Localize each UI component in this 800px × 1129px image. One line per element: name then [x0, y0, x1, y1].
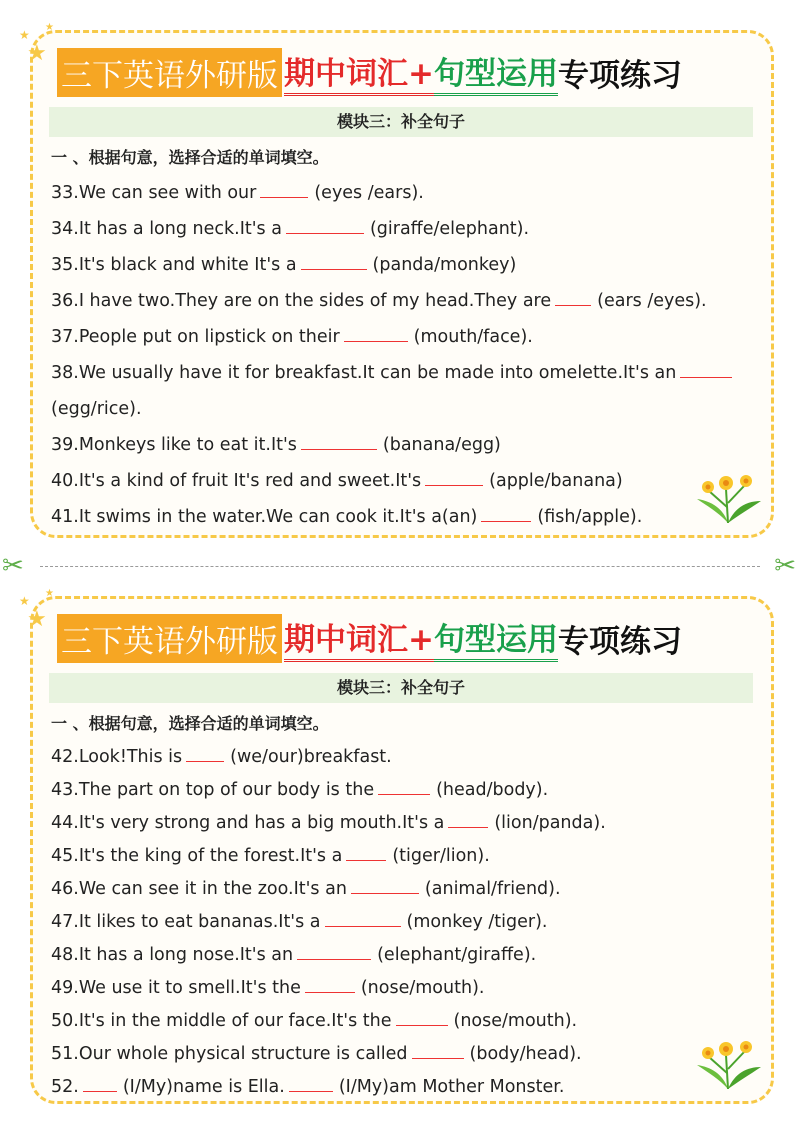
answer-blank[interactable]: [83, 1090, 117, 1092]
question-text: 51.Our whole physical structure is called: [51, 1044, 408, 1064]
answer-options: (mouth/face).: [413, 327, 533, 347]
question-item: [51, 175, 751, 211]
answer-blank[interactable]: [396, 1024, 448, 1026]
question-item: [51, 873, 751, 906]
star-icon: ★: [19, 28, 30, 42]
title-part-3: 句型运用: [434, 48, 558, 96]
title-part-2: 期中词汇+: [284, 614, 434, 662]
answer-blank[interactable]: [555, 304, 591, 306]
title-part-4: 专项练习: [557, 57, 682, 94]
answer-options: (monkey /tiger).: [406, 912, 548, 932]
answer-blank[interactable]: [346, 859, 386, 861]
answer-blank[interactable]: [351, 892, 419, 894]
worksheet-title: [57, 47, 682, 97]
answer-blank[interactable]: [301, 448, 377, 450]
title-part-3: 句型运用: [434, 614, 558, 662]
answer-options: (banana/egg): [382, 435, 501, 455]
question-item: [51, 319, 751, 355]
answer-blank[interactable]: [412, 1057, 464, 1059]
title-part-2: 期中词汇+: [284, 48, 434, 96]
star-icon: ★: [19, 594, 30, 608]
answer-options: (we/our)breakfast.: [230, 747, 392, 767]
question-item: [51, 463, 751, 499]
answer-blank[interactable]: [344, 340, 408, 342]
question-item: [51, 939, 751, 972]
answer-options: (panda/monkey): [372, 255, 517, 275]
answer-options: (I/My)name is Ella.: [122, 1077, 285, 1097]
question-text: 50.It's in the middle of our face.It's the: [51, 1011, 392, 1031]
answer-options: (eyes /ears).: [314, 183, 424, 203]
scissors-icon: ✂: [774, 551, 796, 581]
answer-options: (fish/apple).: [537, 507, 643, 527]
question-item: [51, 1038, 751, 1071]
module-heading: 模块三：补全句子: [49, 107, 753, 137]
question-list: [51, 741, 751, 1104]
title-part-4: 专项练习: [557, 623, 682, 660]
question-text: 43.The part on top of our body is the: [51, 780, 375, 800]
question-text: 45.It's the king of the forest.It's a: [51, 846, 343, 866]
star-icon: ★: [27, 607, 47, 632]
question-text: 42.Look!This is: [51, 747, 183, 767]
answer-options: (head/body).: [436, 780, 549, 800]
flower-icon: [693, 463, 763, 525]
cut-line: [40, 566, 760, 567]
answer-blank[interactable]: [297, 958, 371, 960]
question-text: 37.People put on lipstick on their: [51, 327, 340, 347]
instruction: 一 、根据句意，选择合适的单词填空。: [51, 148, 329, 167]
answer-options: (elephant/giraffe).: [377, 945, 537, 965]
answer-blank[interactable]: [481, 520, 531, 522]
question-item: [51, 499, 751, 535]
question-text: 41.It swims in the water.We can cook it.It's a(an): [51, 507, 478, 527]
answer-options: (nose/mouth).: [360, 978, 485, 998]
answer-options: (tiger/lion).: [392, 846, 490, 866]
answer-blank[interactable]: [289, 1090, 333, 1092]
question-item: [51, 1005, 751, 1038]
flower-icon: [693, 1029, 763, 1091]
worksheet-card-1: [19, 22, 774, 538]
question-text: 35.It's black and white It's a: [51, 255, 297, 275]
question-text: 49.We use it to smell.It's the: [51, 978, 301, 998]
answer-blank[interactable]: [305, 991, 355, 993]
question-text: 33.We can see with our: [51, 183, 257, 203]
title-part-1: 三下英语外研版: [57, 48, 282, 97]
worksheet-title: [57, 613, 682, 663]
question-text: 38.We usually have it for breakfast.It can be made into omelette.It's an: [51, 363, 677, 383]
answer-blank[interactable]: [325, 925, 401, 927]
scissors-icon: ✂: [2, 551, 24, 581]
answer-blank[interactable]: [378, 793, 430, 795]
question-item: [51, 807, 751, 840]
answer-blank[interactable]: [680, 376, 732, 378]
star-icon: ★: [45, 588, 54, 599]
question-text: 48.It has a long nose.It's an: [51, 945, 294, 965]
answer-options: (I/My)am Mother Monster.: [338, 1077, 565, 1097]
question-item: [51, 211, 751, 247]
answer-options: (animal/friend).: [424, 879, 561, 899]
answer-blank[interactable]: [425, 484, 483, 486]
answer-options: (lion/panda).: [494, 813, 606, 833]
answer-blank[interactable]: [186, 760, 224, 762]
answer-blank[interactable]: [286, 232, 364, 234]
answer-options: (body/head).: [469, 1044, 582, 1064]
answer-options: (nose/mouth).: [453, 1011, 578, 1031]
question-item: [51, 427, 751, 463]
question-text: 52.: [51, 1077, 79, 1097]
instruction: 一 、根据句意，选择合适的单词填空。: [51, 714, 329, 733]
question-item: [51, 906, 751, 939]
question-text: 39.Monkeys like to eat it.It's: [51, 435, 297, 455]
question-text: 40.It's a kind of fruit It's red and sweet.It's: [51, 471, 422, 491]
answer-options: (apple/banana): [489, 471, 623, 491]
question-list: [51, 175, 751, 535]
star-icon: ★: [27, 41, 47, 66]
question-text: 36.I have two.They are on the sides of my head.They are: [51, 291, 552, 311]
question-item: [51, 283, 751, 319]
module-heading: 模块三：补全句子: [49, 673, 753, 703]
question-item: [51, 247, 751, 283]
question-text: 34.It has a long neck.It's a: [51, 219, 282, 239]
question-item: [51, 355, 751, 427]
question-item: [51, 1071, 751, 1104]
answer-blank[interactable]: [301, 268, 367, 270]
answer-options: (ears /eyes).: [597, 291, 707, 311]
question-item: [51, 972, 751, 1005]
question-item: [51, 741, 751, 774]
question-item: [51, 840, 751, 873]
question-text: 44.It's very strong and has a big mouth.It's a: [51, 813, 445, 833]
question-item: [51, 774, 751, 807]
answer-options: (giraffe/elephant).: [369, 219, 530, 239]
question-text: 46.We can see it in the zoo.It's an: [51, 879, 347, 899]
question-text: 47.It likes to eat bananas.It's a: [51, 912, 321, 932]
answer-options: (egg/rice).: [51, 399, 142, 419]
answer-blank[interactable]: [448, 826, 488, 828]
worksheet-card-2: [19, 588, 774, 1104]
answer-blank[interactable]: [260, 196, 308, 198]
title-part-1: 三下英语外研版: [57, 614, 282, 663]
star-icon: ★: [45, 22, 54, 33]
